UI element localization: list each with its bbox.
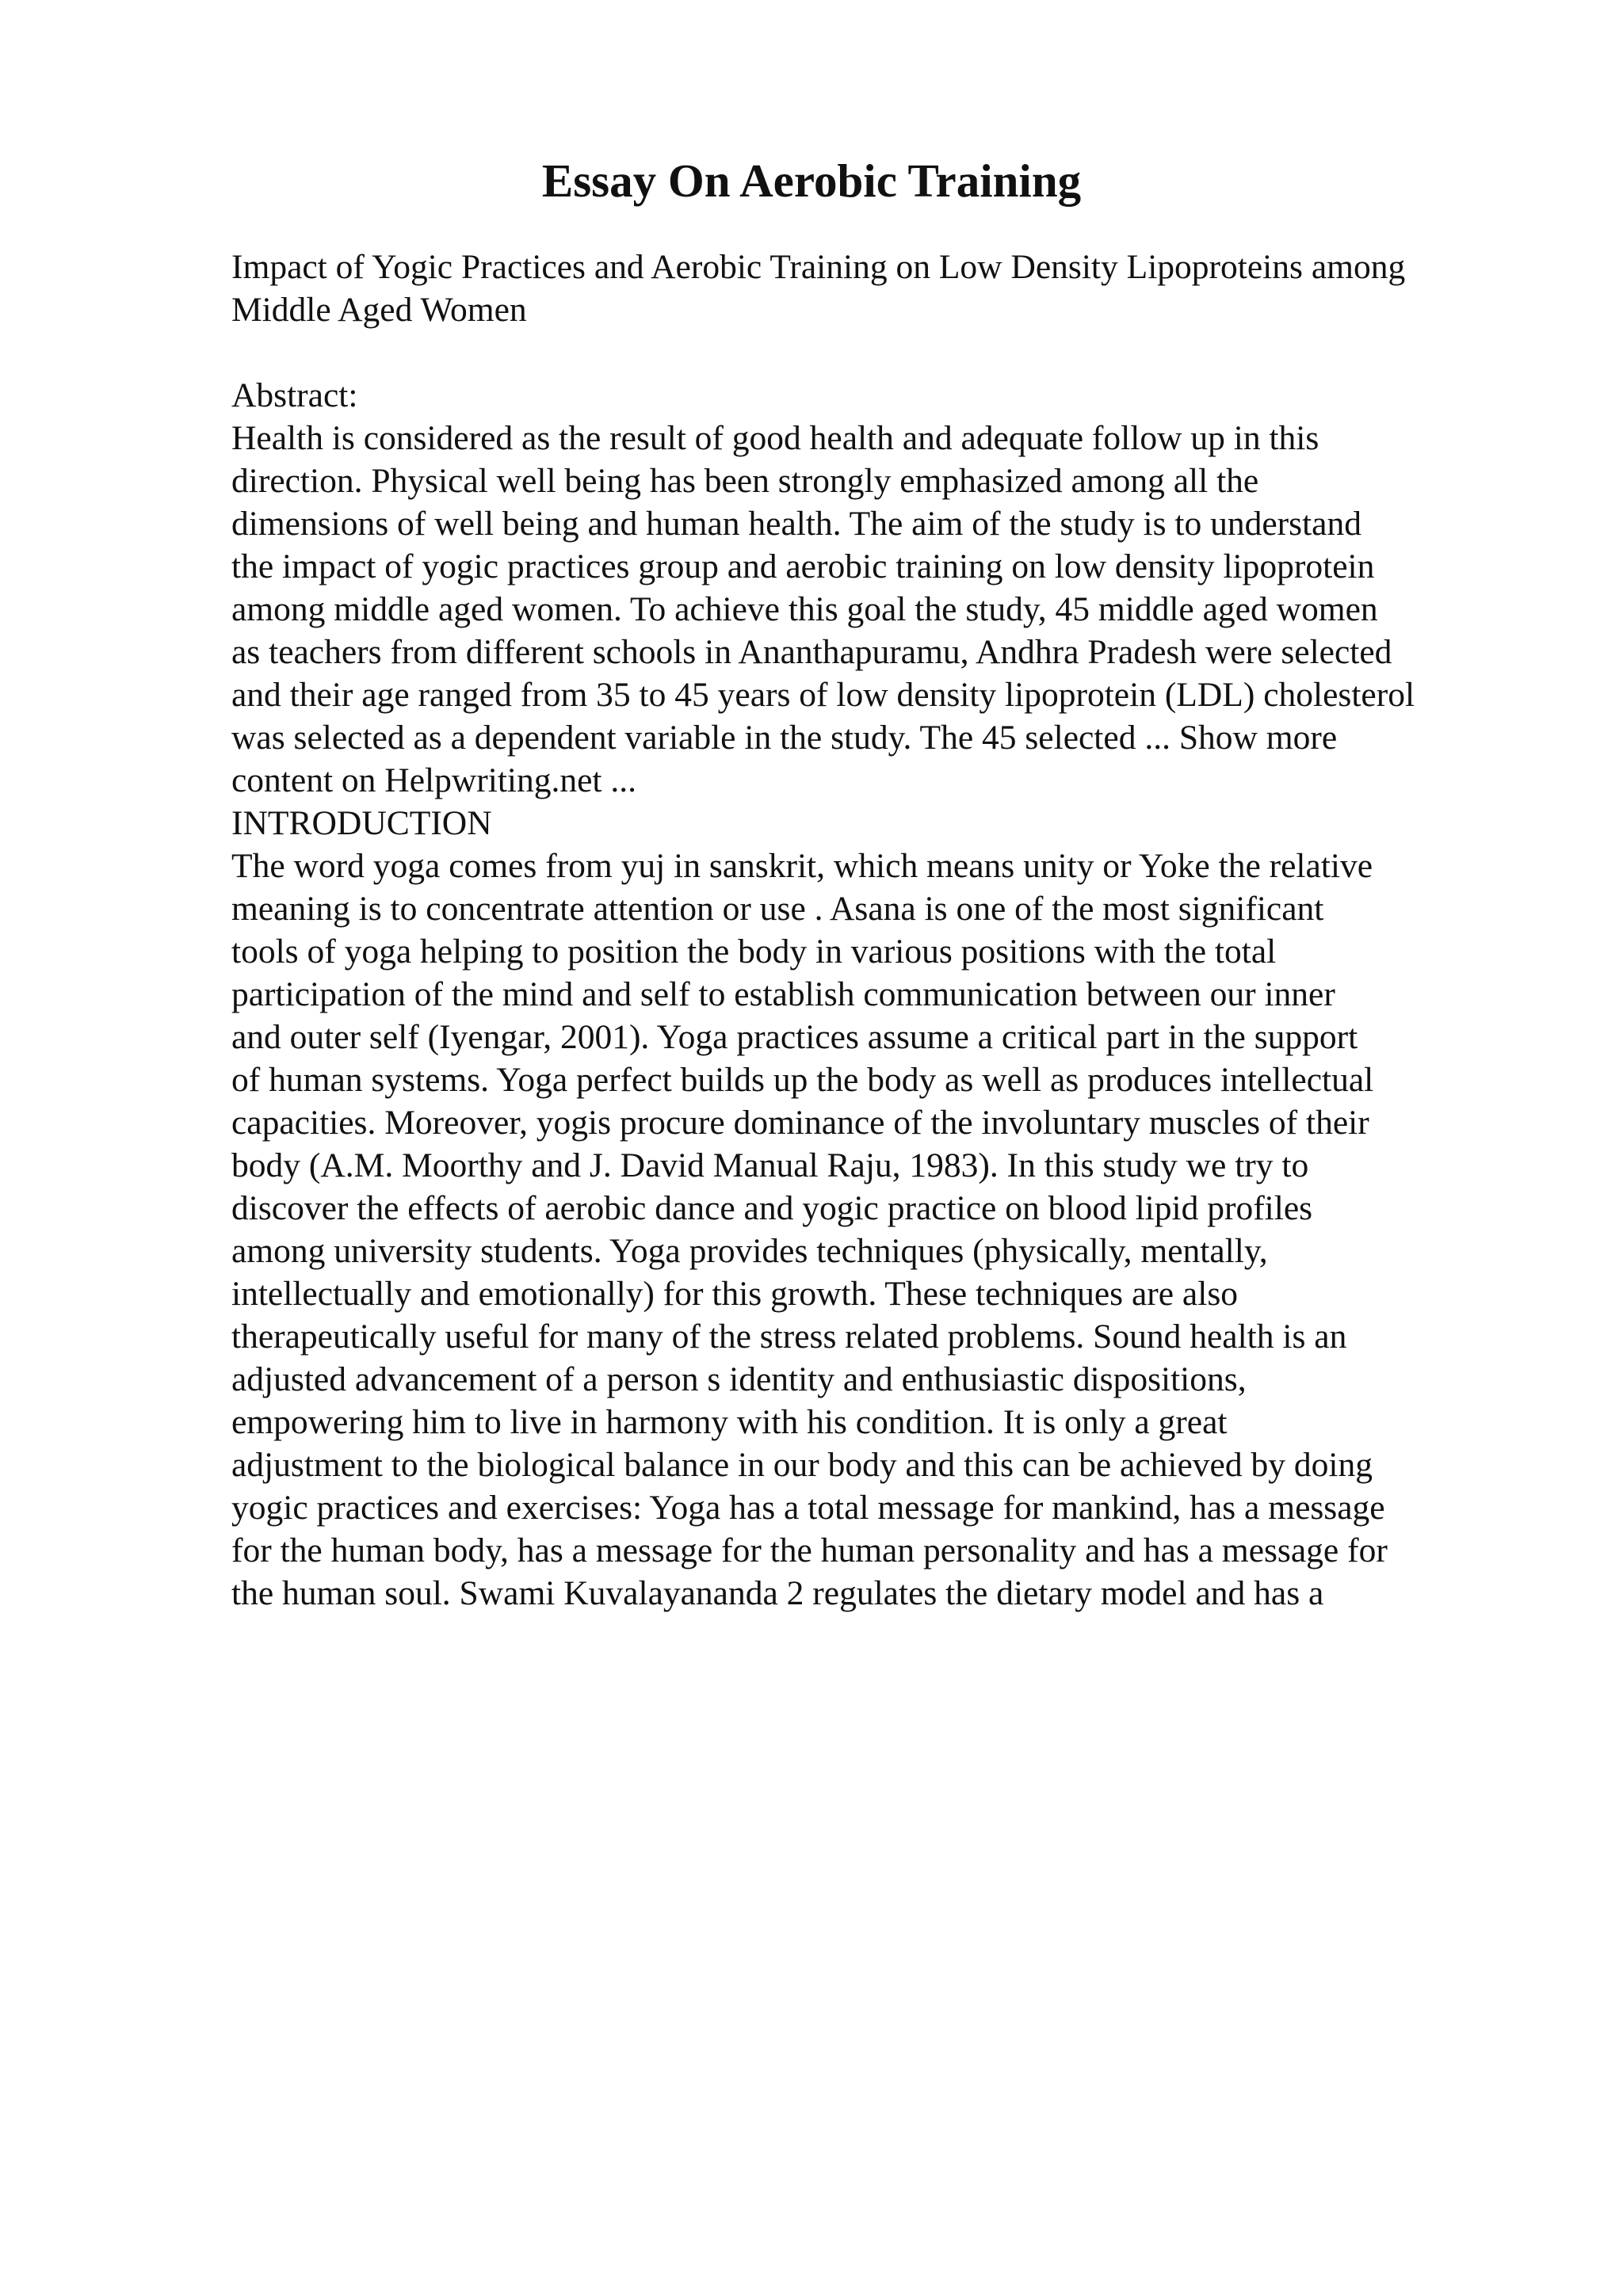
document-body: [231, 246, 1579, 1615]
subtitle-line: Impact of Yogic Practices and Aerobic Training on Low Density Lipoproteins among: [231, 248, 1406, 286]
introduction-line: yogic practices and exercises: Yoga has a total message for mankind, has a message: [231, 1489, 1385, 1527]
introduction-line: discover the effects of aerobic dance and yogic practice on blood lipid profiles: [231, 1189, 1313, 1227]
introduction-line: of human systems. Yoga perfect builds up the body as well as produces intellectual: [231, 1061, 1374, 1099]
abstract-line: among middle aged women. To achieve this goal the study, 45 middle aged women: [231, 590, 1378, 628]
introduction-line: intellectually and emotionally) for this growth. These techniques are also: [231, 1275, 1238, 1313]
introduction-line: adjusted advancement of a person s identity and enthusiastic dispositions,: [231, 1360, 1247, 1398]
introduction-line: body (A.M. Moorthy and J. David Manual Raju, 1983). In this study we try to: [231, 1146, 1309, 1184]
subtitle-line: Middle Aged Women: [231, 291, 527, 329]
introduction-heading: INTRODUCTION: [231, 804, 492, 842]
abstract-line: direction. Physical well being has been strongly emphasized among all the: [231, 462, 1259, 500]
paragraph-gap: [231, 331, 1579, 374]
introduction-line: meaning is to concentrate attention or use . Asana is one of the most significant: [231, 890, 1324, 928]
abstract-heading: Abstract:: [231, 376, 358, 414]
introduction-line: tools of yoga helping to position the body in various positions with the total: [231, 933, 1277, 971]
introduction-line: the human soul. Swami Kuvalayananda 2 regulates the dietary model and has a: [231, 1574, 1324, 1612]
introduction-line: therapeutically useful for many of the stress related problems. Sound health is an: [231, 1318, 1347, 1356]
introduction-line: among university students. Yoga provides techniques (physically, mentally,: [231, 1232, 1268, 1270]
abstract-line: Health is considered as the result of good health and adequate follow up in this: [231, 419, 1319, 457]
introduction-line: capacities. Moreover, yogis procure dominance of the involuntary muscles of their: [231, 1104, 1369, 1142]
introduction-line: and outer self (Iyengar, 2001). Yoga practices assume a critical part in the support: [231, 1018, 1358, 1056]
abstract-line: was selected as a dependent variable in the study. The 45 selected ... Show more: [231, 719, 1338, 757]
introduction-line: empowering him to live in harmony with his condition. It is only a great: [231, 1403, 1228, 1441]
abstract-line: as teachers from different schools in Ananthapuramu, Andhra Pradesh were selected: [231, 633, 1392, 671]
abstract-line: content on Helpwriting.net ...: [231, 761, 637, 799]
introduction-paragraph: [231, 845, 1579, 1615]
abstract-paragraph: [231, 417, 1579, 802]
abstract-line: dimensions of well being and human health. The aim of the study is to understand: [231, 505, 1361, 543]
introduction-line: participation of the mind and self to establish communication between our inner: [231, 975, 1335, 1013]
subtitle: [231, 246, 1579, 331]
introduction-line: adjustment to the biological balance in our body and this can be achieved by doing: [231, 1446, 1373, 1484]
introduction-line: for the human body, has a message for the human personality and has a message for: [231, 1531, 1388, 1569]
abstract-line: and their age ranged from 35 to 45 years of low density lipoprotein (LDL) cholesterol: [231, 676, 1415, 714]
abstract-line: the impact of yogic practices group and aerobic training on low density lipoprotein: [231, 547, 1375, 585]
introduction-line: The word yoga comes from yuj in sanskrit, which means unity or Yoke the relative: [231, 847, 1373, 885]
document-title: Essay On Aerobic Training: [541, 154, 1082, 207]
